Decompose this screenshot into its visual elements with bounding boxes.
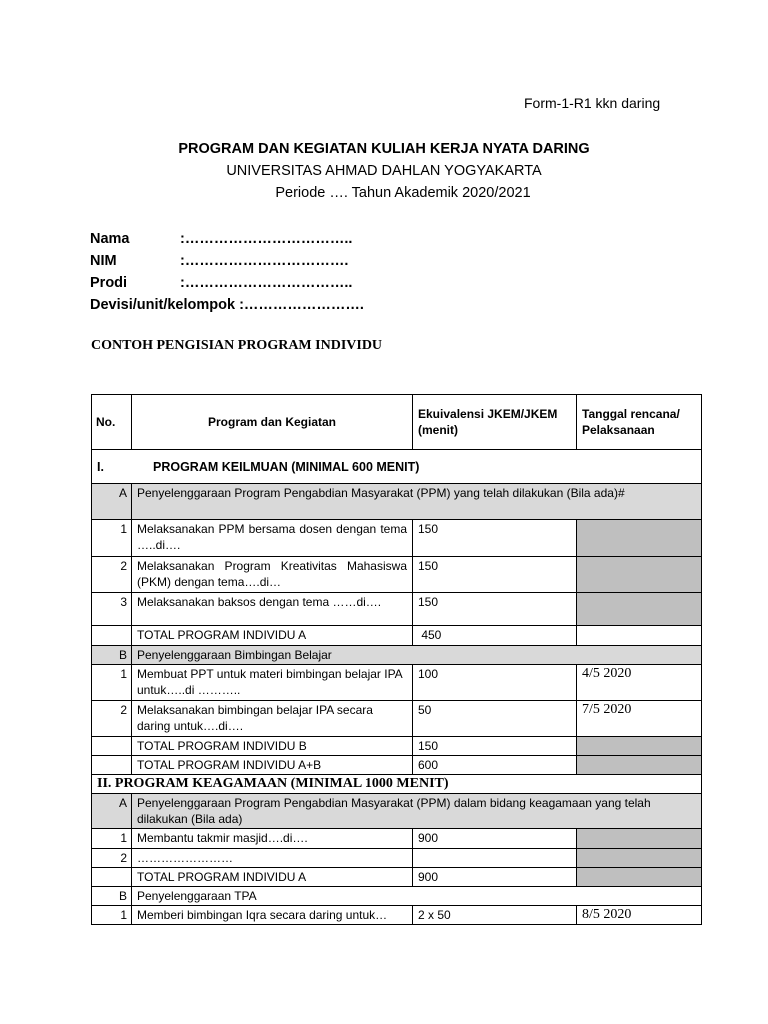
total-label: TOTAL PROGRAM INDIVIDU A+B xyxy=(132,756,413,775)
section-title-cell xyxy=(92,450,702,484)
subsection-title: Penyelenggaraan Program Pengabdian Masyarakat (PPM) dalam bidang keagamaan yang telah dilakukan (Bila ada) xyxy=(132,794,702,829)
table-row xyxy=(92,593,702,626)
header-no: No. xyxy=(92,395,132,450)
row-jkem: 150 xyxy=(413,593,577,626)
academic-period: Periode …. Tahun Akademik 2020/2021 xyxy=(275,185,531,201)
devisi-field: Devisi/unit/kelompok :……………………. xyxy=(90,297,364,313)
row-jkem: 900 xyxy=(413,829,577,849)
row-tanggal xyxy=(577,868,702,887)
total-row xyxy=(92,868,702,887)
total-label: TOTAL PROGRAM INDIVIDU A xyxy=(132,868,413,887)
university-name: UNIVERSITAS AHMAD DAHLAN YOGYAKARTA xyxy=(226,163,542,179)
nama-label: Nama xyxy=(90,231,130,247)
row-program: Melaksanakan baksos dengan tema ……di…. xyxy=(132,593,413,626)
nim-label: NIM xyxy=(90,253,117,269)
table-header-row xyxy=(92,395,702,450)
nama-field xyxy=(90,228,364,250)
total-label: TOTAL PROGRAM INDIVIDU A xyxy=(132,626,413,646)
table-row xyxy=(92,701,702,737)
subsection-row xyxy=(92,646,702,665)
subsection-title: Penyelenggaraan Bimbingan Belajar xyxy=(132,646,702,665)
row-program: Melaksanakan PPM bersama dosen dengan tema …..di…. xyxy=(132,520,413,557)
nim-field xyxy=(90,250,364,272)
prodi-value: :…………………………….. xyxy=(180,275,353,291)
row-program: Membantu takmir masjid….di…. xyxy=(132,829,413,849)
subsection-letter: B xyxy=(92,887,132,906)
total-value: 600 xyxy=(413,756,577,775)
row-tanggal: 7/5 2020 xyxy=(577,701,702,737)
subsection-row xyxy=(92,484,702,520)
row-tanggal: 8/5 2020 xyxy=(577,906,702,925)
row-jkem: 50 xyxy=(413,701,577,737)
identity-fields xyxy=(90,228,364,316)
total-value: 450 xyxy=(413,626,577,646)
total-value: 150 xyxy=(413,737,577,756)
header-program: Program dan Kegiatan xyxy=(132,395,413,450)
row-program: Membuat PPT untuk materi bimbingan belajar IPA untuk…..di ……….. xyxy=(132,665,413,701)
row-tanggal xyxy=(577,756,702,775)
row-jkem: 150 xyxy=(413,557,577,593)
subsection-row xyxy=(92,887,702,906)
row-program: Memberi bimbingan Iqra secara daring untuk… xyxy=(132,906,413,925)
row-no: 1 xyxy=(92,906,132,925)
subsection-letter: A xyxy=(92,484,132,520)
row-tanggal xyxy=(577,626,702,646)
form-code: Form-1-R1 kkn daring xyxy=(524,95,661,111)
section-title: PROGRAM KEILMUAN (MINIMAL 600 MENIT) xyxy=(153,459,420,474)
section-title: II. PROGRAM KEAGAMAAN (MINIMAL 1000 MENIT) xyxy=(92,775,702,794)
section-number: I. xyxy=(97,459,104,474)
row-no: 1 xyxy=(92,520,132,557)
total-value: 900 xyxy=(413,868,577,887)
section-row-keilmuan xyxy=(92,450,702,484)
row-tanggal xyxy=(577,829,702,849)
document-title: PROGRAM DAN KEGIATAN KULIAH KERJA NYATA DARING xyxy=(178,141,590,157)
total-row xyxy=(92,626,702,646)
subsection-row xyxy=(92,794,702,829)
total-row xyxy=(92,737,702,756)
table-row xyxy=(92,829,702,849)
program-table xyxy=(91,394,702,925)
subsection-title: Penyelenggaraan TPA xyxy=(132,887,702,906)
row-tanggal: 4/5 2020 xyxy=(577,665,702,701)
row-program: Melaksanakan bimbingan belajar IPA secara daring untuk….di…. xyxy=(132,701,413,737)
row-tanggal xyxy=(577,849,702,868)
row-program: …………………… xyxy=(132,849,413,868)
row-jkem xyxy=(413,849,577,868)
document-title-block xyxy=(0,138,768,204)
row-no: 3 xyxy=(92,593,132,626)
row-no: 2 xyxy=(92,557,132,593)
table-row xyxy=(92,665,702,701)
total-row xyxy=(92,756,702,775)
prodi-field xyxy=(90,272,364,294)
row-jkem: 2 x 50 xyxy=(413,906,577,925)
table-row xyxy=(92,557,702,593)
table-row xyxy=(92,520,702,557)
row-no: 2 xyxy=(92,849,132,868)
row-no: 2 xyxy=(92,701,132,737)
table-row xyxy=(92,849,702,868)
row-jkem: 100 xyxy=(413,665,577,701)
total-label: TOTAL PROGRAM INDIVIDU B xyxy=(132,737,413,756)
row-program: Melaksanakan Program Kreativitas Mahasiswa (PKM) dengan tema….di… xyxy=(132,557,413,593)
subsection-letter: B xyxy=(92,646,132,665)
row-tanggal xyxy=(577,557,702,593)
row-no xyxy=(92,626,132,646)
table-row xyxy=(92,906,702,925)
nim-value: :……………………………. xyxy=(180,253,349,269)
row-no xyxy=(92,868,132,887)
nama-value: :…………………………….. xyxy=(180,231,353,247)
header-tanggal: Tanggal rencana/ Pelaksanaan xyxy=(577,395,702,450)
row-tanggal xyxy=(577,593,702,626)
subsection-letter: A xyxy=(92,794,132,829)
row-no xyxy=(92,756,132,775)
row-no: 1 xyxy=(92,665,132,701)
row-no xyxy=(92,737,132,756)
row-tanggal xyxy=(577,737,702,756)
row-jkem: 150 xyxy=(413,520,577,557)
row-no: 1 xyxy=(92,829,132,849)
header-jkem: Ekuivalensi JKEM/JKEM (menit) xyxy=(413,395,577,450)
subsection-title: Penyelenggaraan Program Pengabdian Masyarakat (PPM) yang telah dilakukan (Bila ada)# xyxy=(132,484,702,520)
prodi-label: Prodi xyxy=(90,275,128,291)
row-tanggal xyxy=(577,520,702,557)
section-row-keagamaan xyxy=(92,775,702,794)
section-heading: CONTOH PENGISIAN PROGRAM INDIVIDU xyxy=(91,338,383,353)
